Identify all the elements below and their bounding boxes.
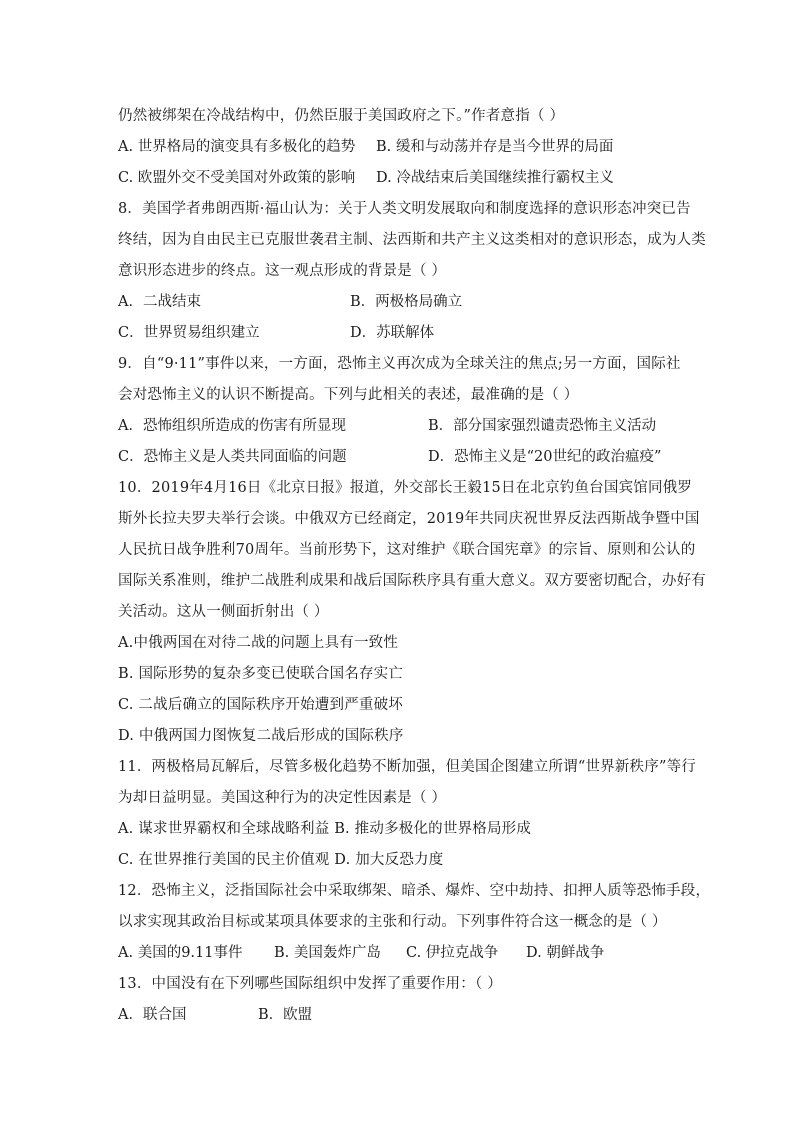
q12-stem-line1: 12．恐怖主义，泛指国际社会中采取绑架、暗杀、爆炸、空中劫持、扣押人质等恐怖手段， <box>118 883 711 899</box>
q10-option-d: D. 中俄两国力图恢复二战后形成的国际秩序 <box>118 728 404 744</box>
q7-option-c: C. 欧盟外交不受美国对外政策的影响 <box>118 170 356 186</box>
q13-option-a: A．联合国 <box>118 1007 187 1023</box>
q13-option-b: B．欧盟 <box>258 1007 313 1023</box>
q10-option-a: A.中俄两国在对待二战的问题上具有一致性 <box>118 635 399 651</box>
q10-stem-line3: 人民抗日战争胜利70周年。当前形势下，这对维护《联合国宪章》的宗旨、原则和公认的 <box>118 542 696 558</box>
q9-option-d: D．恐怖主义是“20世纪的政治瘟疫” <box>428 449 662 465</box>
q7-option-b: B. 缓和与动荡并存是当今世界的局面 <box>376 139 614 155</box>
q8-option-d: D．苏联解体 <box>350 325 435 341</box>
q8-option-b: B．两极格局确立 <box>350 294 463 310</box>
q11-stem-line2: 为却日益明显。美国这种行为的决定性因素是（ ） <box>118 790 447 806</box>
q10-option-b: B. 国际形势的复杂多变已使联合国名存实亡 <box>118 666 404 682</box>
q9-option-a: A．恐怖组织所造成的伤害有所显现 <box>118 418 346 434</box>
q10-stem-line5: 关活动。这从一侧面折射出（ ） <box>118 604 329 620</box>
q12-option-d: D. 朝鲜战争 <box>526 945 605 961</box>
q10-stem-line1: 10．2019年4月16日《北京日报》报道，外交部长王毅15日在北京钓鱼台国宾馆同俄罗 <box>118 480 693 496</box>
q8-option-a: A．二战结束 <box>118 294 201 310</box>
q10-option-c: C. 二战后确立的国际秩序开始遭到严重破坏 <box>118 697 403 713</box>
q9-option-c: C．恐怖主义是人类共同面临的问题 <box>118 449 347 465</box>
q13-stem: 13．中国没有在下列哪些国际组织中发挥了重要作用：（ ） <box>118 976 502 992</box>
q8-stem-line2: 终结，因为自由民主已克服世袭君主制、法西斯和共产主义这类相对的意识形态，成为人类 <box>118 232 706 248</box>
q12-option-a: A. 美国的9.11事件 <box>118 945 243 961</box>
q9-stem-line2: 会对恐怖主义的认识不断提高。下列与此相关的表述，最准确的是（ ） <box>118 387 579 403</box>
q8-stem-line1: 8．美国学者弗朗西斯·福山认为：关于人类文明发展取向和制度选择的意识形态冲突已告 <box>118 201 691 217</box>
q11-options-cd: C. 在世界推行美国的民主价值观 D. 加大反恐力度 <box>118 852 444 868</box>
q11-stem-line1: 11．两极格局瓦解后，尽管多极化趋势不断加强，但美国企图建立所谓“世界新秩序”等行 <box>118 759 696 775</box>
q7-option-a: A. 世界格局的演变具有多极化的趋势 <box>118 139 356 155</box>
q8-option-c: C．世界贸易组织建立 <box>118 325 260 341</box>
q7-option-d: D. 冷战结束后美国继续推行霸权主义 <box>376 170 614 186</box>
q12-option-c: C. 伊拉克战争 <box>406 945 499 961</box>
q9-stem-line1: 9．自“9·11”事件以来，一方面，恐怖主义再次成为全球关注的焦点;另一方面，国际社 <box>118 356 681 372</box>
q10-stem-line2: 斯外长拉夫罗夫举行会谈。中俄双方已经商定，2019年共同庆祝世界反法西斯战争暨中国 <box>118 511 700 527</box>
q8-stem-line3: 意识形态进步的终点。这一观点形成的背景是（ ） <box>118 263 447 279</box>
q9-option-b: B．部分国家强烈谴责恐怖主义活动 <box>428 418 657 434</box>
q12-stem-line2: 以求实现其政治目标或某项具体要求的主张和行动。下列事件符合这一概念的是（ ） <box>118 914 667 930</box>
q12-option-b: B. 美国轰炸广岛 <box>274 945 381 961</box>
q7-stem-tail: 仍然被绑架在冷战结构中，仍然臣服于美国政府之下。”作者意指（ ） <box>118 108 565 124</box>
q10-stem-line4: 国际关系准则，维护二战胜利成果和战后国际秩序具有重大意义。双方要密切配合，办好有 <box>118 573 706 589</box>
q11-options-ab: A. 谋求世界霸权和全球战略利益 B. 推动多极化的世界格局形成 <box>118 821 532 837</box>
